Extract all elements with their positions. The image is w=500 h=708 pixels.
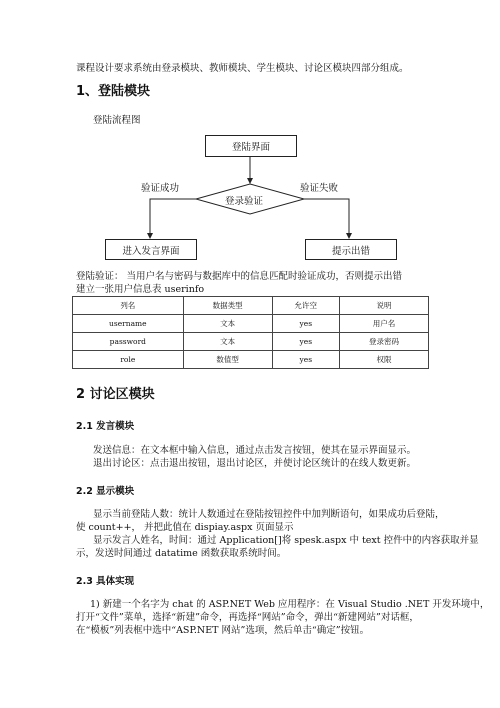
s22-line-3: 显示发言人姓名，时间：通过 Application[]将 spesk.aspx 中 text 控件中的内容获取并显 [93, 535, 479, 546]
table-cell: 登录密码 [340, 333, 429, 351]
table-header-cell: 数据类型 [183, 297, 272, 315]
s21-line-2: 退出讨论区：点击退出按钮，退出讨论区，并使讨论区统计的在线人数更新。 [93, 458, 417, 469]
table-cell: yes [272, 351, 339, 369]
table-cell: yes [272, 333, 339, 351]
table-row [73, 333, 429, 351]
userinfo-table [72, 296, 429, 369]
table-cell: password [73, 333, 184, 351]
table-header-cell: 列名 [73, 297, 184, 315]
arrow-fail [304, 199, 349, 238]
table-header-cell: 允许空 [272, 297, 339, 315]
flow-login-screen: 登陆界面 [205, 135, 297, 157]
flow-enter-chat: 进入发言界面 [105, 239, 197, 260]
s21-line-1: 发送信息：在文本框中输入信息，通过点击发言按钮，使其在显示界面显示。 [93, 445, 417, 456]
flow-error: 提示出错 [305, 239, 397, 260]
verify-description: 登陆验证： 当用户名与密码与数据库中的信息匹配时验证成功，否则提示出错 [76, 271, 403, 282]
s23-line-3: 在“模板”列表框中选中“ASP.NET 网站”选项，然后单击“确定”按钮。 [76, 625, 370, 636]
table-cell: 数值型 [183, 351, 272, 369]
section-2-1-heading: 2.1 发言模块 [76, 421, 135, 432]
flow-verify-label: 登录验证 [225, 196, 264, 207]
table-cell: username [73, 315, 184, 333]
s22-line-1: 显示当前登陆人数：统计人数通过在登陆按钮控件中加判断语句，如果成功后登陆， [93, 509, 445, 520]
s22-line-2: 使 count++， 并把此值在 dispiay.aspx 页面显示 [76, 522, 294, 533]
arrow-success [150, 199, 196, 238]
intro-text: 课程设计要求系统由登录模块、教师模块、学生模块、讨论区模块四部分组成。 [76, 63, 409, 74]
table-cell: 文本 [183, 333, 272, 351]
flow-fail-label: 验证失败 [300, 183, 339, 194]
section-1-heading: 1、登陆模块 [76, 84, 151, 99]
flow-success-label: 验证成功 [141, 183, 180, 194]
table-row [73, 315, 429, 333]
table-cell: role [73, 351, 184, 369]
section-2-2-heading: 2.2 显示模块 [76, 486, 135, 497]
s23-line-2: 打开“文件”菜单，选择“新建”命令，再选择“网站”命令，弹出“新建网站”对话框， [76, 612, 419, 623]
section-2-3-heading: 2.3 具体实现 [76, 576, 135, 587]
flow-caption: 登陆流程图 [93, 115, 141, 126]
s23-line-1: 1) 新建一个名字为 chat 的 ASP.NET Web 应用程序：在 Visual Studio .NET 开发环境中， [90, 599, 490, 610]
table-header-cell: 说明 [340, 297, 429, 315]
table-cell: 文本 [183, 315, 272, 333]
table-caption: 建立一张用户信息表 userinfo [76, 284, 205, 295]
table-cell: 权限 [340, 351, 429, 369]
table-row [73, 351, 429, 369]
section-2-heading: 2 讨论区模块 [76, 387, 155, 402]
table-cell: yes [272, 315, 339, 333]
table-header-row [73, 297, 429, 315]
s22-line-4: 示，发送时间通过 datatime 函数获取系统时间。 [76, 548, 287, 559]
table-cell: 用户名 [340, 315, 429, 333]
